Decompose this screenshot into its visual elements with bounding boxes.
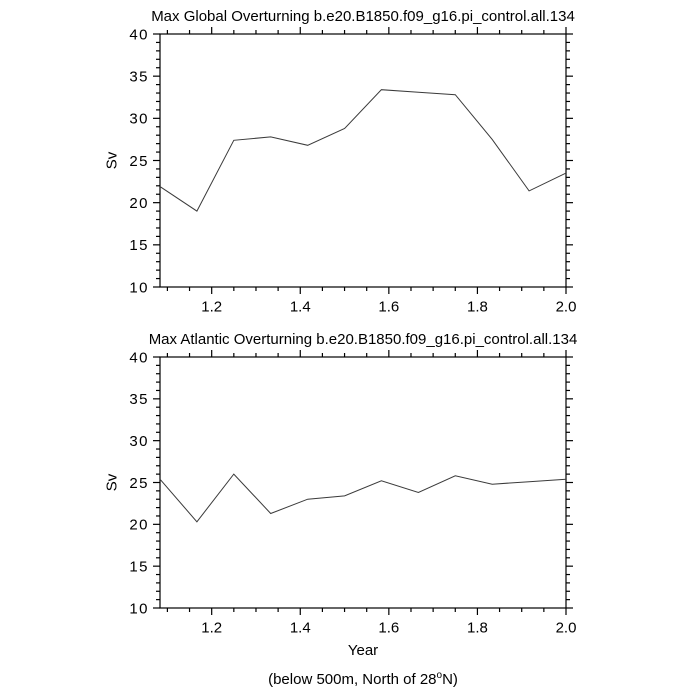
caption-degree-superscript: o [436,670,443,681]
y-tick-label: 40 [129,349,149,367]
y-tick-label: 10 [129,279,149,297]
x-axis-title: Year [347,642,379,659]
x-tick-label: 2.0 [555,619,577,637]
y-tick-label: 30 [129,110,149,128]
plot-frame [160,34,566,287]
y-tick-label: 15 [129,558,149,576]
y-tick-label: 15 [129,237,149,255]
x-tick-label: 1.4 [289,298,311,316]
x-tick-label: 1.6 [378,619,400,637]
y-axis-title: Sv [103,151,121,170]
x-tick-label: 1.4 [289,619,311,637]
y-tick-label: 20 [129,194,149,212]
y-tick-label: 25 [129,152,149,170]
x-tick-label: 1.2 [201,298,223,316]
atlantic-chart-title: Max Atlantic Overturning b.e20.B1850.f09_g16.pi_control.all.134 [148,331,578,348]
atlantic-series-line [160,474,566,522]
y-tick-label: 40 [129,26,149,44]
plot-frame [160,357,566,608]
global-overturning-plot [103,26,576,315]
y-tick-label: 25 [129,474,149,492]
y-tick-label: 35 [129,68,149,86]
x-tick-label: 1.6 [378,298,400,316]
x-tick-label: 1.8 [466,619,488,637]
x-tick-label: 2.0 [555,298,577,316]
figure-caption [26,667,700,689]
caption-suffix: N) [442,671,458,688]
y-tick-label: 10 [129,600,149,618]
y-axis-title: Sv [103,473,121,492]
x-tick-labels [201,298,576,315]
y-tick-labels [129,26,149,296]
caption-prefix: (below 500m, North of 28 [268,671,437,688]
y-tick-label: 20 [129,516,149,534]
y-tick-label: 35 [129,391,149,409]
y-tick-labels [129,349,149,617]
axis-ticks [153,27,573,294]
global-chart-title: Max Global Overturning b.e20.B1850.f09_g16.pi_control.all.134 [151,8,575,25]
y-tick-label: 30 [129,432,149,450]
x-tick-label: 1.2 [201,619,223,637]
atlantic-overturning-plot [103,349,576,636]
x-tick-label: 1.8 [466,298,488,316]
global-series-line [160,90,566,211]
x-tick-labels [201,619,576,636]
